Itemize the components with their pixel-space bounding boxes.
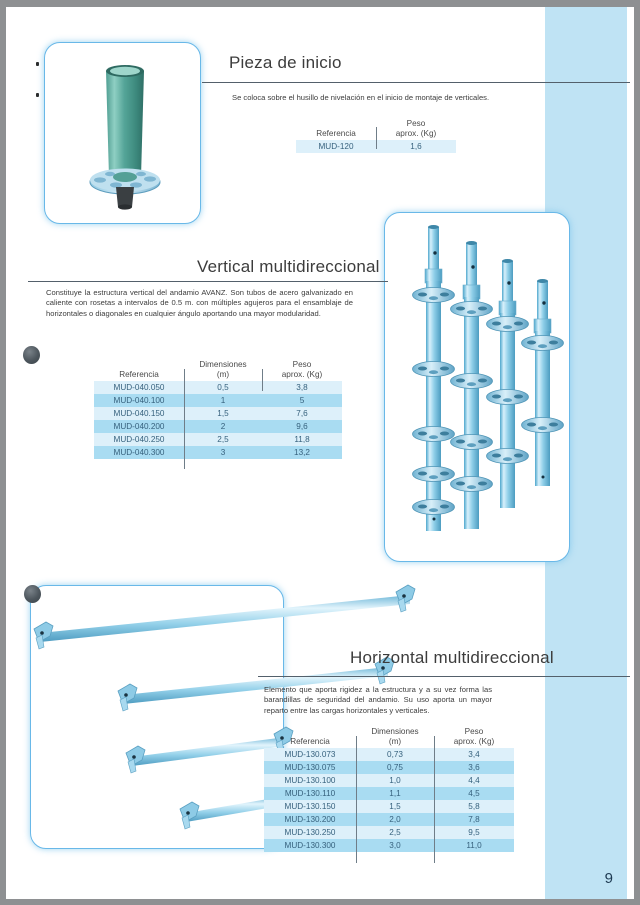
table-row (94, 381, 342, 394)
cell-peso: 11,0 (434, 839, 514, 852)
column-header-dimensiones-line2: (m) (388, 736, 402, 746)
cell-peso: 9,5 (434, 826, 514, 839)
cell-referencia: MUD-040.050 (94, 381, 184, 394)
table-row (94, 446, 342, 459)
section-title-horizontal-multidireccional: Horizontal multidireccional (350, 648, 554, 667)
cell-peso: 9,6 (262, 420, 342, 433)
table-row (94, 433, 342, 446)
cell-dimensiones: 2 (184, 420, 262, 433)
section-rule (28, 281, 388, 282)
table-column-separator (184, 369, 185, 469)
scan-mark-dot (36, 93, 39, 97)
cell-dimensiones: 3,0 (356, 839, 434, 852)
column-header-referencia: Referencia (290, 737, 330, 746)
cell-referencia: MUD-040.200 (94, 420, 184, 433)
table-row (94, 407, 342, 420)
cell-referencia: MUD-130.100 (264, 774, 356, 787)
column-header-dimensiones-line1: Dimensiones (371, 727, 419, 736)
cell-peso: 4,4 (434, 774, 514, 787)
cell-peso: 1,6 (376, 140, 456, 153)
cell-referencia: MUD-040.150 (94, 407, 184, 420)
table-row (264, 787, 514, 800)
cell-referencia: MUD-120 (296, 140, 376, 153)
section-description-vertical-multidireccional: Constituye la estructura vertical del andamio AVANZ. Son tubos de acero galvanizado en caliente con rosetas a intervalos de 0.5 m. con múltiples agujeros para el ensamblaje de horizontales o diagonales en cualquier ángulo aportando una mayor modularidad. (46, 288, 353, 318)
cell-peso: 3,6 (434, 761, 514, 774)
section-rule (258, 676, 630, 677)
scanned-page-sheet (6, 7, 634, 899)
table-row (264, 813, 514, 826)
cell-peso: 7,8 (434, 813, 514, 826)
table-pieza-de-inicio (296, 119, 456, 153)
column-header-referencia: Referencia (316, 129, 356, 138)
table-header-row (94, 360, 342, 381)
vertical-standards-photo (390, 219, 566, 555)
table-row (264, 839, 514, 852)
cell-referencia: MUD-130.250 (264, 826, 356, 839)
table-header-row (264, 727, 514, 748)
column-header-peso-line1: Peso (292, 360, 312, 369)
cell-dimensiones: 1,1 (356, 787, 434, 800)
cell-dimensiones: 3 (184, 446, 262, 459)
catalog-page (6, 7, 634, 899)
cell-dimensiones: 2,0 (356, 813, 434, 826)
cell-peso: 4,5 (434, 787, 514, 800)
table-body (264, 748, 514, 852)
table-horizontal-multidireccional (264, 727, 514, 852)
section-rule (202, 82, 630, 83)
cell-dimensiones: 1,5 (356, 800, 434, 813)
cell-peso: 3,8 (262, 381, 342, 394)
table-column-separator (356, 736, 357, 863)
page-number: 9 (604, 870, 613, 887)
cell-referencia: MUD-130.200 (264, 813, 356, 826)
table-column-separator (262, 369, 263, 391)
section-description-pieza-de-inicio: Se coloca sobre el husillo de nivelación en el inicio de montaje de verticales. (232, 93, 490, 102)
cell-referencia: MUD-130.110 (264, 787, 356, 800)
cell-referencia: MUD-040.100 (94, 394, 184, 407)
table-row (264, 774, 514, 787)
column-header-peso-line1: Peso (464, 727, 484, 736)
cell-referencia: MUD-040.300 (94, 446, 184, 459)
cell-referencia: MUD-130.073 (264, 748, 356, 761)
table-row (94, 420, 342, 433)
column-header-peso-line2: aprox. (Kg) (281, 369, 323, 379)
section-title-vertical-multidireccional: Vertical multidireccional (197, 257, 380, 276)
table-vertical-multidireccional (94, 360, 342, 459)
cell-dimensiones: 1 (184, 394, 262, 407)
cell-peso: 7,6 (262, 407, 342, 420)
table-row (264, 826, 514, 839)
column-header-dimensiones-line2: (m) (216, 369, 230, 379)
scan-artifact-blob (23, 346, 40, 364)
cell-dimensiones: 2,5 (184, 433, 262, 446)
starter-piece-photo (66, 49, 186, 219)
section-description-horizontal-multidireccional: Elemento que aporta rigidez a la estructura y a su vez forma las barandillas de seguridad del andamio. Su uso aporta un mayor reparto entre las cargas horizontales y verticales. (264, 685, 492, 715)
table-column-separator (376, 127, 377, 149)
column-header-peso-line1: Peso (406, 119, 426, 128)
table-column-separator (434, 736, 435, 863)
table-row (264, 800, 514, 813)
cell-dimensiones: 0,5 (184, 381, 262, 394)
column-header-peso-line2: aprox. (Kg) (395, 128, 437, 138)
column-header-referencia: Referencia (119, 370, 159, 379)
cell-dimensiones: 1,0 (356, 774, 434, 787)
cell-peso: 13,2 (262, 446, 342, 459)
table-body (94, 381, 342, 459)
cell-dimensiones: 0,75 (356, 761, 434, 774)
cell-peso: 5 (262, 394, 342, 407)
scan-mark-dot (36, 62, 39, 66)
cell-peso: 3,4 (434, 748, 514, 761)
cell-peso: 11,8 (262, 433, 342, 446)
cell-dimensiones: 1,5 (184, 407, 262, 420)
cell-referencia: MUD-130.300 (264, 839, 356, 852)
table-row (94, 394, 342, 407)
cell-peso: 5,8 (434, 800, 514, 813)
cell-referencia: MUD-130.150 (264, 800, 356, 813)
cell-dimensiones: 2,5 (356, 826, 434, 839)
section-title-pieza-de-inicio: Pieza de inicio (229, 53, 342, 72)
table-row (264, 761, 514, 774)
cell-referencia: MUD-040.250 (94, 433, 184, 446)
column-header-peso-line2: aprox. (Kg) (453, 736, 495, 746)
table-row (264, 748, 514, 761)
column-header-dimensiones-line1: Dimensiones (199, 360, 247, 369)
cell-dimensiones: 0,73 (356, 748, 434, 761)
cell-referencia: MUD-130.075 (264, 761, 356, 774)
scan-artifact-blob (24, 585, 41, 603)
